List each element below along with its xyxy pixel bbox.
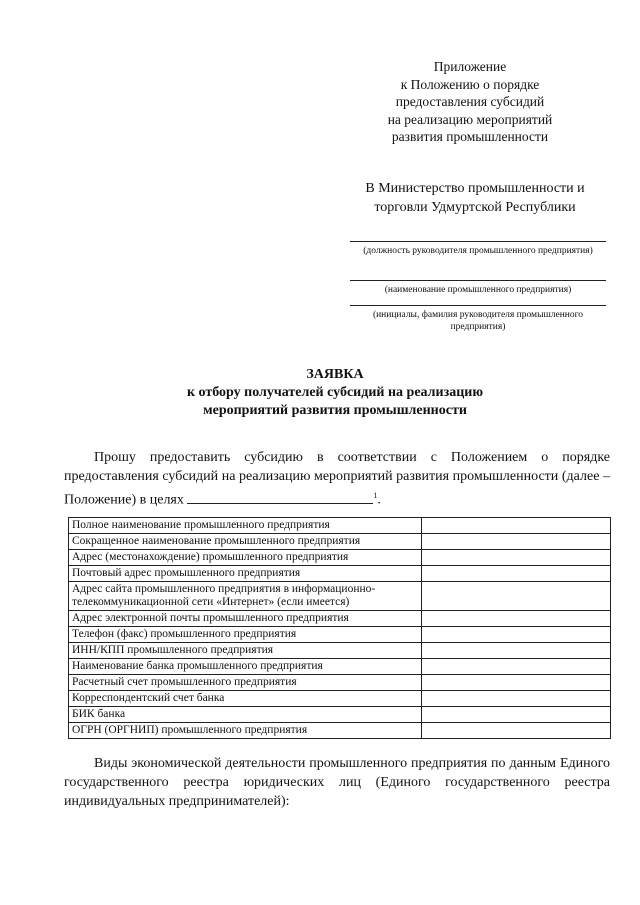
request-paragraph (64, 448, 610, 510)
row-value-cell (422, 550, 611, 566)
table-row (69, 627, 611, 643)
table-row (69, 659, 611, 675)
table-row (69, 723, 611, 739)
title-line: мероприятий развития промышленности (203, 403, 467, 418)
row-label: ОГРН (ОРГНИП) промышленного предприятия (69, 723, 422, 739)
table-row (69, 707, 611, 723)
table-row (69, 582, 611, 611)
signature-line (350, 241, 606, 242)
row-value-cell (422, 691, 611, 707)
row-value-cell (422, 643, 611, 659)
row-label: Адрес (местонахождение) промышленного предприятия (69, 550, 422, 566)
activities-paragraph (64, 754, 610, 811)
table-row (69, 675, 611, 691)
table-row (69, 611, 611, 627)
company-info-table (68, 517, 611, 739)
row-value-cell (422, 611, 611, 627)
request-text: Прошу предоставить субсидию в соответствии с Положением о порядке предоставления субсидий на реализацию мероприятий развития промышленности (далее – Положение) в целях (64, 450, 610, 508)
row-label: Адрес сайта промышленного предприятия в информационно-телекоммуникационной сети «Интернет» (если имеется) (69, 582, 422, 611)
row-label: Телефон (факс) промышленного предприятия (69, 627, 422, 643)
table-row (69, 566, 611, 582)
row-label: Полное наименование промышленного предприятия (69, 518, 422, 534)
footnote-mark: 1 (373, 491, 378, 500)
row-value-cell (422, 675, 611, 691)
appendix-line: к Положению о порядке (400, 76, 540, 92)
appendix-line: Приложение (433, 59, 507, 74)
table-row (69, 550, 611, 566)
row-label: Расчетный счет промышленного предприятия (69, 675, 422, 691)
position-caption: (должность руководителя промышленного предприятия) (363, 246, 593, 256)
request-end: . (377, 492, 381, 508)
addressee (340, 179, 610, 217)
row-value-cell (422, 582, 611, 611)
table-row (69, 691, 611, 707)
activities-text: Виды экономической деятельности промышленного предприятия по данным Единого государственного реестра юридических лиц (Единого государственного реестра индивидуальных предпринимателей): (64, 756, 610, 809)
row-value-cell (422, 627, 611, 643)
row-value-cell (422, 534, 611, 550)
document-title (60, 366, 610, 420)
company-caption: (наименование промышленного предприятия) (384, 285, 572, 295)
appendix-line: на реализацию мероприятий (387, 111, 553, 127)
table-row (69, 518, 611, 534)
row-value-cell (422, 707, 611, 723)
table-row (69, 643, 611, 659)
row-value-cell (422, 659, 611, 675)
row-label: ИНН/КПП промышленного предприятия (69, 643, 422, 659)
name-caption: (инициалы, фамилия руководителя промышленного предприятия) (372, 310, 584, 332)
appendix-line: развития промышленности (391, 129, 549, 144)
row-label: Почтовый адрес промышленного предприятия (69, 566, 422, 582)
table-row (69, 534, 611, 550)
row-label: Наименование банка промышленного предприятия (69, 659, 422, 675)
row-label: Сокращенное наименование промышленного предприятия (69, 534, 422, 550)
title-line: ЗАЯВКА (306, 367, 364, 382)
title-line: к отбору получателей субсидий на реализацию (186, 385, 484, 400)
addressee-line: торговли Удмуртской Республики (374, 200, 576, 215)
appendix-heading (360, 58, 580, 146)
signature-line (350, 305, 606, 306)
row-label: Корреспондентский счет банка (69, 691, 422, 707)
signature-line (350, 280, 606, 281)
row-label: Адрес электронной почты промышленного предприятия (69, 611, 422, 627)
row-value-cell (422, 723, 611, 739)
row-value-cell (422, 566, 611, 582)
appendix-line: предоставления субсидий (395, 94, 545, 109)
row-value-cell (422, 518, 611, 534)
addressee-line: В Министерство промышленности и (365, 181, 585, 196)
purpose-blank (187, 491, 373, 504)
row-label: БИК банка (69, 707, 422, 723)
